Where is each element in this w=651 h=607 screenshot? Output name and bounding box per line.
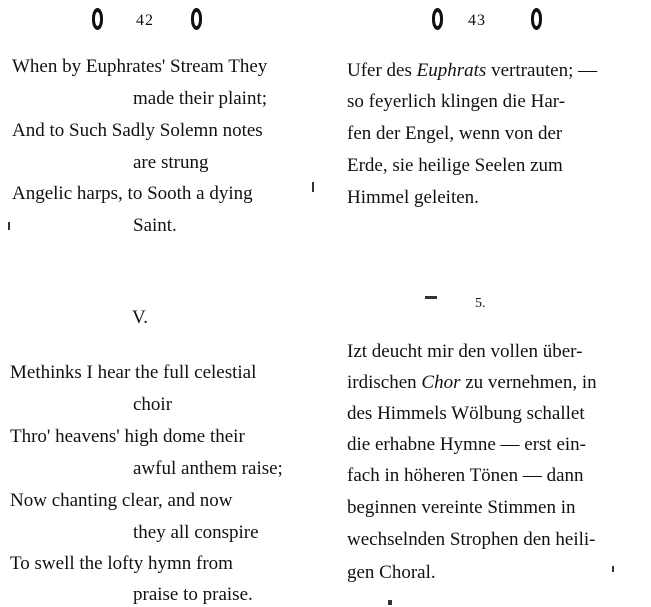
verse-line: Now chanting clear, and now (10, 490, 233, 511)
ink-speck (612, 566, 614, 572)
prose-line: des Himmels Wölbung schallet (347, 403, 585, 424)
verse-line: And to Such Sadly Solemn notes (12, 120, 263, 141)
verse-line: choir (133, 394, 173, 415)
ink-dash (425, 296, 437, 299)
prose-line: fen der Engel, wenn von der (347, 123, 563, 144)
verse-line: Saint. (133, 215, 177, 236)
header-ornament-icon (531, 8, 542, 30)
ink-speck (312, 182, 314, 192)
prose-line: so feyerlich klingen die Har- (347, 91, 566, 112)
verse-line: awful anthem raise; (133, 458, 283, 479)
header-ornament-icon (191, 8, 202, 30)
verse-line: Methinks I hear the full celestial (10, 362, 257, 383)
right-page-header (432, 6, 542, 36)
section-numeral: V. (132, 307, 149, 328)
verse-line: Angelic harps, to Sooth a dying (12, 183, 253, 204)
ink-speck (8, 222, 10, 230)
prose-line: Ufer des Euphrats vertrauten; — (347, 60, 598, 81)
prose-line: Izt deucht mir den vollen über- (347, 341, 583, 362)
header-ornament-icon (92, 8, 103, 30)
prose-line: irdischen Chor zu vernehmen, in (347, 372, 597, 393)
prose-line: beginnen vereinte Stimmen in (347, 497, 576, 518)
verse-line: they all conspire (133, 522, 259, 543)
prose-line: gen Choral. (347, 562, 436, 583)
prose-line: Erde, sie heilige Seelen zum (347, 155, 563, 176)
prose-line: fach in höheren Tönen — dann (347, 465, 584, 486)
verse-line: made their plaint; (133, 88, 268, 109)
prose-line: wechselnden Strophen den heili- (347, 529, 596, 550)
right-page (330, 0, 651, 607)
right-page-number: 43 (468, 12, 486, 29)
verse-line: Thro' heavens' high dome their (10, 426, 245, 447)
prose-line: Himmel geleiten. (347, 187, 479, 208)
left-page (0, 0, 325, 607)
ink-speck (388, 600, 392, 605)
prose-line: die erhabne Hymne — erst ein- (347, 434, 586, 455)
verse-line: are strung (133, 152, 209, 173)
section-numeral: 5. (475, 296, 486, 311)
left-page-header (92, 6, 202, 36)
left-page-number: 42 (136, 12, 154, 29)
header-ornament-icon (432, 8, 443, 30)
verse-line: To swell the lofty hymn from (10, 553, 233, 574)
verse-line: When by Euphrates' Stream They (12, 56, 268, 77)
verse-line: praise to praise. (133, 584, 253, 605)
